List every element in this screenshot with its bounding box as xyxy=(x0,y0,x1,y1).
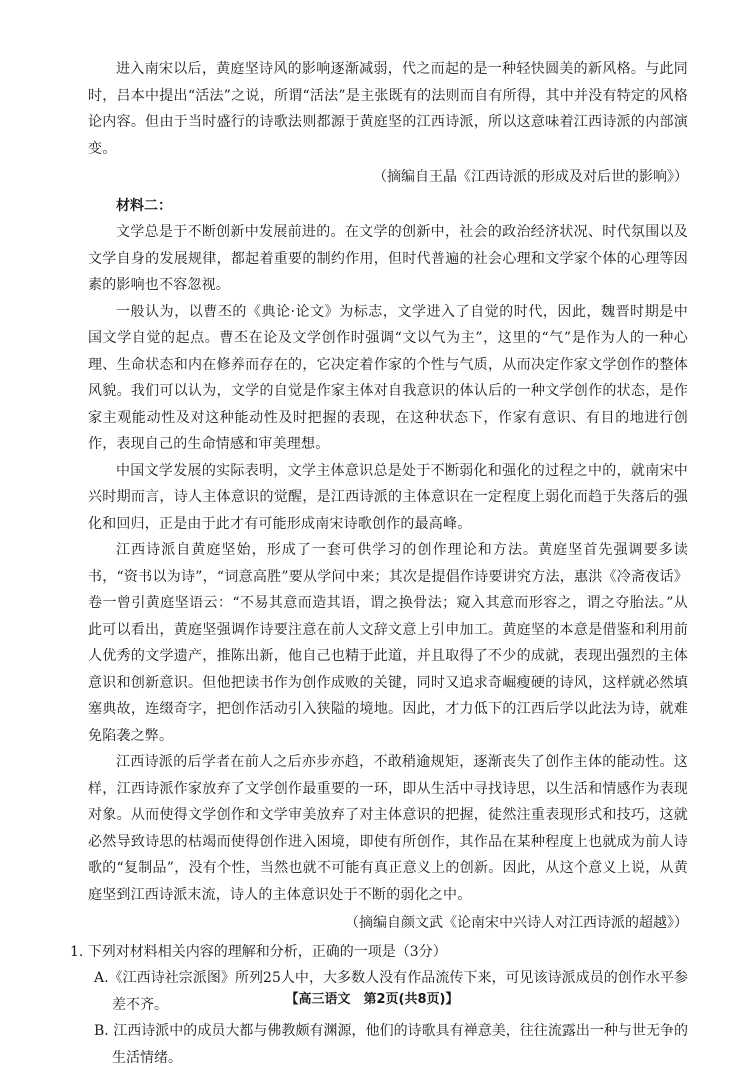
question-1-option-b: B. 江西诗派中的成员大都与佛教颇有渊源，他们的诗歌具有禅意美，往往流露出一种与世无争的生活情绪。 xyxy=(94,1023,688,1066)
material-two-paragraph-2: 一般认为，以曹丕的《典论·论文》为标志，文学进入了自觉的时代，因此，魏晋时期是中国文学自觉的起点。曹丕在论及文学创作时强调“文以气为主”，这里的“气”是作为人的一种心理、生命状态和内在修养而存在的，它决定着作家的个性与气质，从而决定作家文学创作的整体风貌。我们可以认为，文学的自觉是作家主体对自我意识的体认后的一种文学创作的状态，是作家主观能动性及对这种能动性及时把握的表现，在这种状态下，作家有意识、有目的地进行创作，表现自己的生命情感和审美理想。 xyxy=(88,303,688,452)
material-two-paragraph-5: 江西诗派的后学者在前人之后亦步亦趋，不敢稍逾规矩，逐渐丧失了创作主体的能动性。这样，江西诗派作家放弃了文学创作最重要的一环，即从生活中寻找诗思，以生活和情感作为表现对象。从而使得文学创作和文学审美放弃了对主体意识的把握，徒然注重表现形式和技巧，这就必然导致诗思的枯竭而使得创作进入困境，即使有所创作，其作品在某种程度上也就成为前人诗歌的“复制品”，没有个性，当然也就不可能有真正意义上的创新。因此，从这个意义上说，从黄庭坚到江西诗派末流，诗人的主体意识处于不断的弱化之中。 xyxy=(88,754,688,903)
material-two-paragraph-4: 江西诗派自黄庭坚始，形成了一套可供学习的创作理论和方法。黄庭坚首先强调要多读书，“资书以为诗”，“词意高胜”要从学问中来；其次是提倡作诗要讲究方法，惠洪《冷斋夜话》卷一曾引黄庭坚语云：“不易其意而造其语，谓之换骨法；窥入其意而形容之，谓之夺胎法。”从此可以看出，黄庭坚强调作诗要注意在前人文辞文意上引申加工。黄庭坚的本意是借鉴和利用前人优秀的文学遗产，推陈出新，他自己也精于此道，并且取得了不少的成就，表现出强烈的主体意识和创新意识。但他把读书作为创作成败的关键，同时又追求奇崛瘦硬的诗风，这样就必然填塞典故，连缀奇字，把创作活动引入狭隘的境地。因此，才力低下的江西后学以此法为诗，就难免陷袭之弊。 xyxy=(88,542,688,744)
material-two-paragraph-1: 文学总是于不断创新中发展前进的。在文学的创新中，社会的政治经济状况、时代氛围以及文学自身的发展规律，都起着重要的制约作用，但时代普遍的社会心理和文学家个体的心理等因素的影响也不容忽视。 xyxy=(88,224,688,293)
question-1-option-a: A.《江西诗社宗派图》所列25人中，大多数人没有作品流传下来，可见该诗派成员的创作水平参差不齐。 xyxy=(94,970,688,1013)
material-two-paragraph-3: 中国文学发展的实际表明，文学主体意识总是处于不断弱化和强化的过程之中的，就南宋中兴时期而言，诗人主体意识的觉醒，是江西诗派的主体意识在一定程度上弱化而趋于失落后的强化和回归，正是由于此才有可能形成南宋诗歌创作的最高峰。 xyxy=(88,462,688,532)
question-1-stem: 1. 下列对材料相关内容的理解和分析，正确的一项是（3分） xyxy=(70,943,447,960)
page-footer: 【高三语文 第2页(共8页)】 xyxy=(285,992,459,1007)
material-two-source: （摘编自颜文武《论南宋中兴诗人对江西诗派的超越》） xyxy=(345,915,688,931)
document-body xyxy=(70,56,688,1071)
intro-source: （摘编自王晶《江西诗派的形成及对后世的影响》） xyxy=(373,169,688,185)
intro-paragraph: 进入南宋以后，黄庭坚诗风的影响逐渐减弱，代之而起的是一种轻快圆美的新风格。与此同时，吕本中提出“活法”之说，所谓“活法”是主张既有的法则而自有所得，其中并没有特定的风格论内容。但由于当时盛行的诗歌法则都源于黄庭坚的江西诗派，所以这意味着江西诗派的内部演变。 xyxy=(88,61,688,157)
material-two-title: 材料二： xyxy=(116,197,172,214)
